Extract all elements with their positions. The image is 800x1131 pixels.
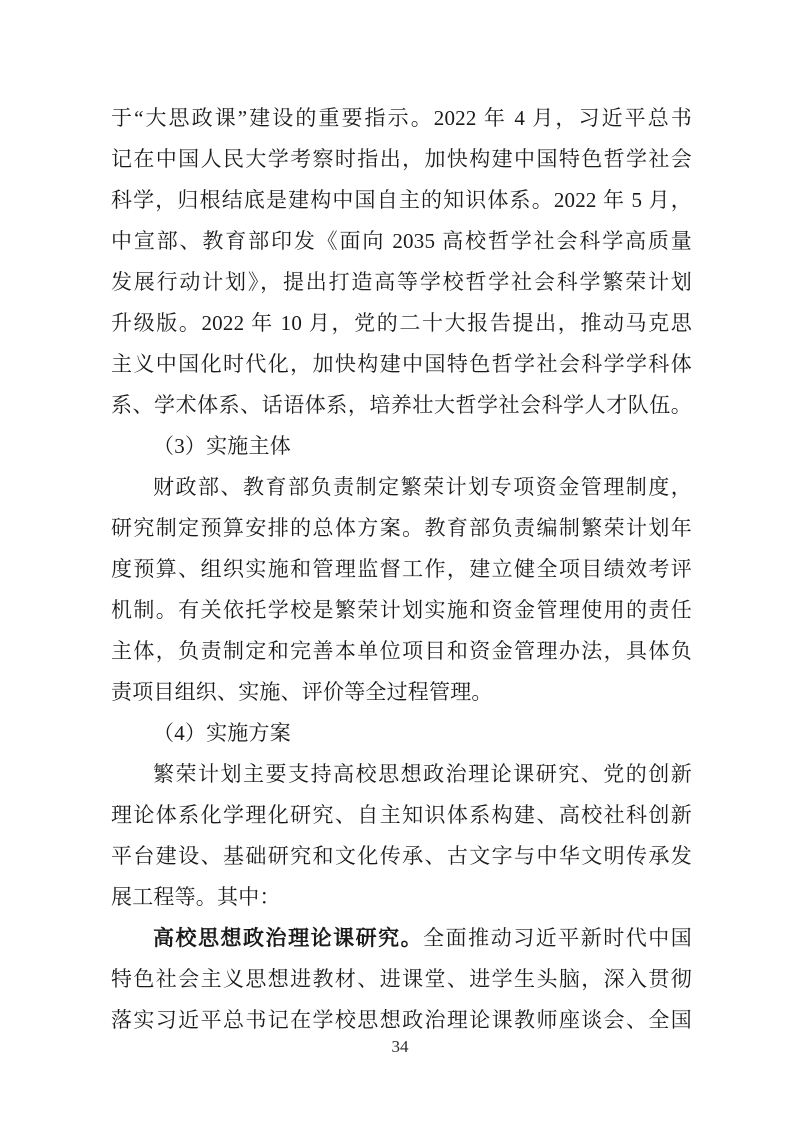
text-line: 主体，负责制定和完善本单位项目和资金管理办法，具体负 bbox=[111, 639, 692, 663]
text-line: 特色社会主义思想进教材、进课堂、进学生头脑，深入贯彻 bbox=[111, 967, 692, 991]
text-line: 主义中国化时代化，加快构建中国特色哲学社会科学学科体 bbox=[111, 352, 692, 376]
section-heading-4: （4）实施方案 bbox=[153, 721, 291, 745]
text-line: 中宣部、教育部印发《面向 2035 高校哲学社会科学高质量 bbox=[111, 229, 692, 253]
bold-run: 高校思想政治理论课研究。 bbox=[153, 926, 424, 950]
text-line: 记在中国人民大学考察时指出，加快构建中国特色哲学社会 bbox=[111, 147, 692, 171]
text-line: 责项目组织、实施、评价等全过程管理。 bbox=[111, 680, 493, 704]
text-line: 繁荣计划主要支持高校思想政治理论课研究、党的创新 bbox=[153, 762, 692, 786]
text-line: 于“大思政课”建设的重要指示。2022 年 4 月，习近平总书 bbox=[111, 106, 692, 130]
text-line: 度预算、组织实施和管理监督工作，建立健全项目绩效考评 bbox=[111, 557, 692, 581]
text-line: 升级版。2022 年 10 月，党的二十大报告提出，推动马克思 bbox=[111, 311, 692, 335]
text-line: 发展行动计划》，提出打造高等学校哲学社会科学繁荣计划 bbox=[111, 270, 692, 294]
text-line: 机制。有关依托学校是繁荣计划实施和资金管理使用的责任 bbox=[111, 598, 692, 622]
text-line: 系、学术体系、话语体系，培养壮大哲学社会科学人才队伍。 bbox=[111, 393, 692, 417]
text-line: 理论体系化学理化研究、自主知识体系构建、高校社科创新 bbox=[111, 803, 692, 827]
section-heading-3: （3）实施主体 bbox=[153, 434, 291, 458]
text-line: 平台建设、基础研究和文化传承、古文字与中华文明传承发 bbox=[111, 844, 692, 868]
text-line: 落实习近平总书记在学校思想政治理论课教师座谈会、全国 bbox=[111, 1008, 692, 1032]
text-line bbox=[111, 918, 692, 959]
text-run: 全面推动习近平新时代中国 bbox=[423, 926, 692, 950]
text-line: 研究制定预算安排的总体方案。教育部负责编制繁荣计划年 bbox=[111, 516, 692, 540]
text-line: 财政部、教育部负责制定繁荣计划专项资金管理制度， bbox=[153, 475, 692, 499]
text-line: 科学，归根结底是建构中国自主的知识体系。2022 年 5 月， bbox=[111, 188, 692, 212]
page-number: 34 bbox=[391, 1037, 409, 1056]
text-line: 展工程等。其中： bbox=[111, 885, 281, 909]
text-block bbox=[111, 98, 692, 1041]
